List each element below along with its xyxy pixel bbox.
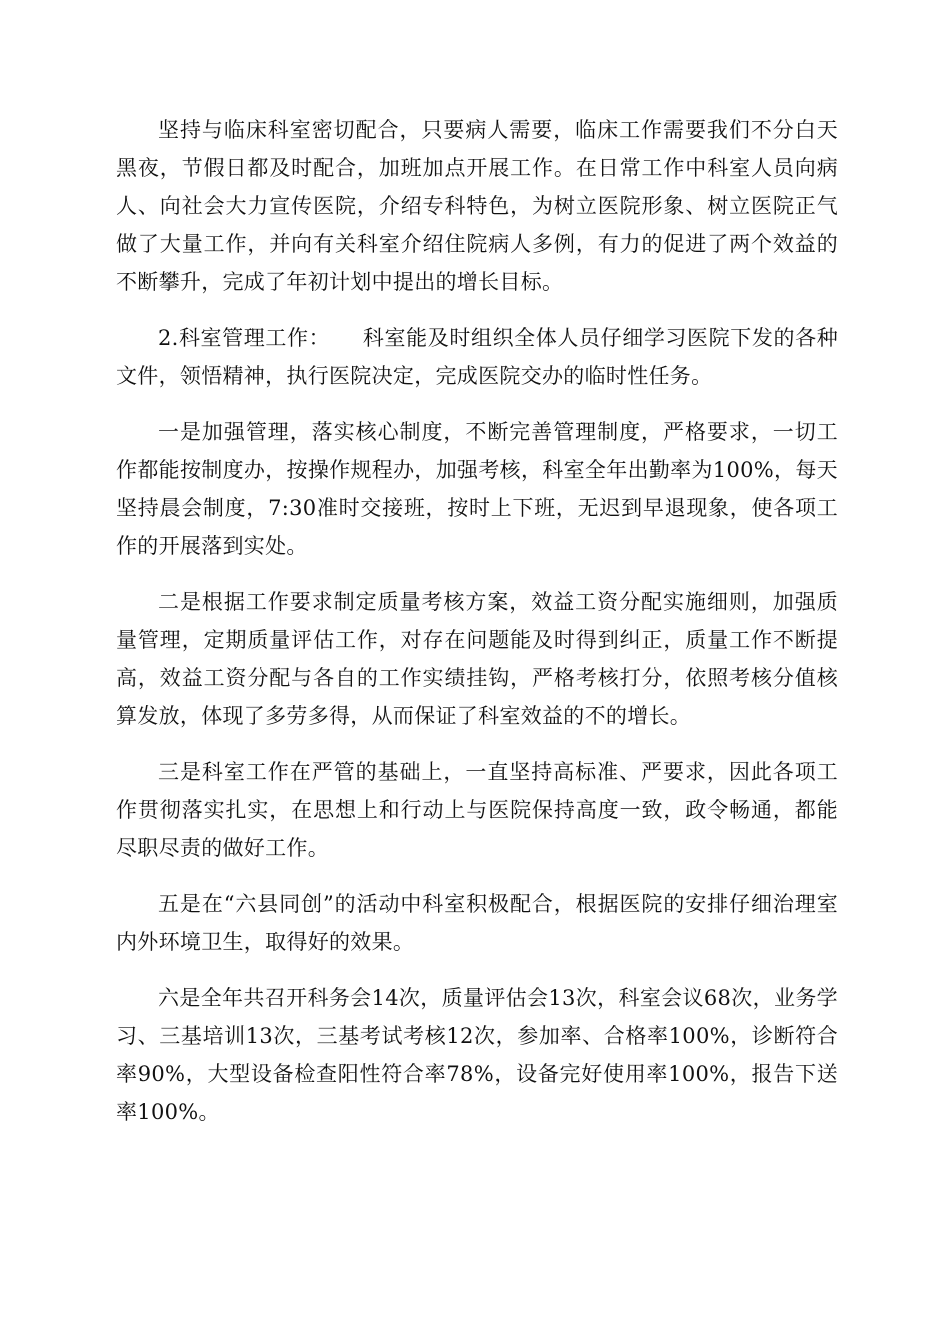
paragraph-quality-assessment: 二是根据工作要求制定质量考核方案，效益工资分配实施细则，加强质量管理，定期质量评估工作，对存在问题能及时得到纠正，质量工作不断提高，效益工资分配与各自的工作实绩挂钩，严格考核打分，依照考核分值核算发放，体现了多劳多得，从而保证了科室效益的不的增长。 xyxy=(116,590,838,728)
paragraph-six-county-campaign: 五是在“六县同创”的活动中科室积极配合，根据医院的安排仔细治理室内外环境卫生，取得好的效果。 xyxy=(116,892,838,954)
paragraph-annual-statistics: 六是全年共召开科务会14次，质量评估会13次，科室会议68次，业务学习、三基培训13次，三基考试考核12次，参加率、合格率100%，诊断符合率90%，大型设备检查阳性符合率78%，设备完好使用率100%，报告下送率100%。 xyxy=(116,986,838,1124)
paragraph-clinical-cooperation: 坚持与临床科室密切配合，只要病人需要，临床工作需要我们不分白天黑夜，节假日都及时配合，加班加点开展工作。在日常工作中科室人员向病人、向社会大力宣传医院，介绍专科特色，为树立医院形象、树立医院正气做了大量工作，并向有关科室介绍住院病人多例，有力的促进了两个效益的不断攀升，完成了年初计划中提出的增长目标。 xyxy=(116,118,838,294)
paragraph-strict-standards: 三是科室工作在严管的基础上，一直坚持高标准、严要求，因此各项工作贯彻落实扎实，在思想上和行动上与医院保持高度一致，政令畅通，都能尽职尽责的做好工作。 xyxy=(116,760,838,860)
document-page xyxy=(116,111,838,1149)
paragraph-strengthen-management: 一是加强管理，落实核心制度，不断完善管理制度，严格要求，一切工作都能按制度办，按操作规程办，加强考核，科室全年出勤率为100%，每天坚持晨会制度，7:30准时交接班，按时上下班，无迟到早退现象，使各项工作的开展落到实处。 xyxy=(116,420,838,558)
paragraph-department-management: 2.科室管理工作： 科室能及时组织全体人员仔细学习医院下发的各种文件，领悟精神，执行医院决定，完成医院交办的临时性任务。 xyxy=(116,326,838,388)
